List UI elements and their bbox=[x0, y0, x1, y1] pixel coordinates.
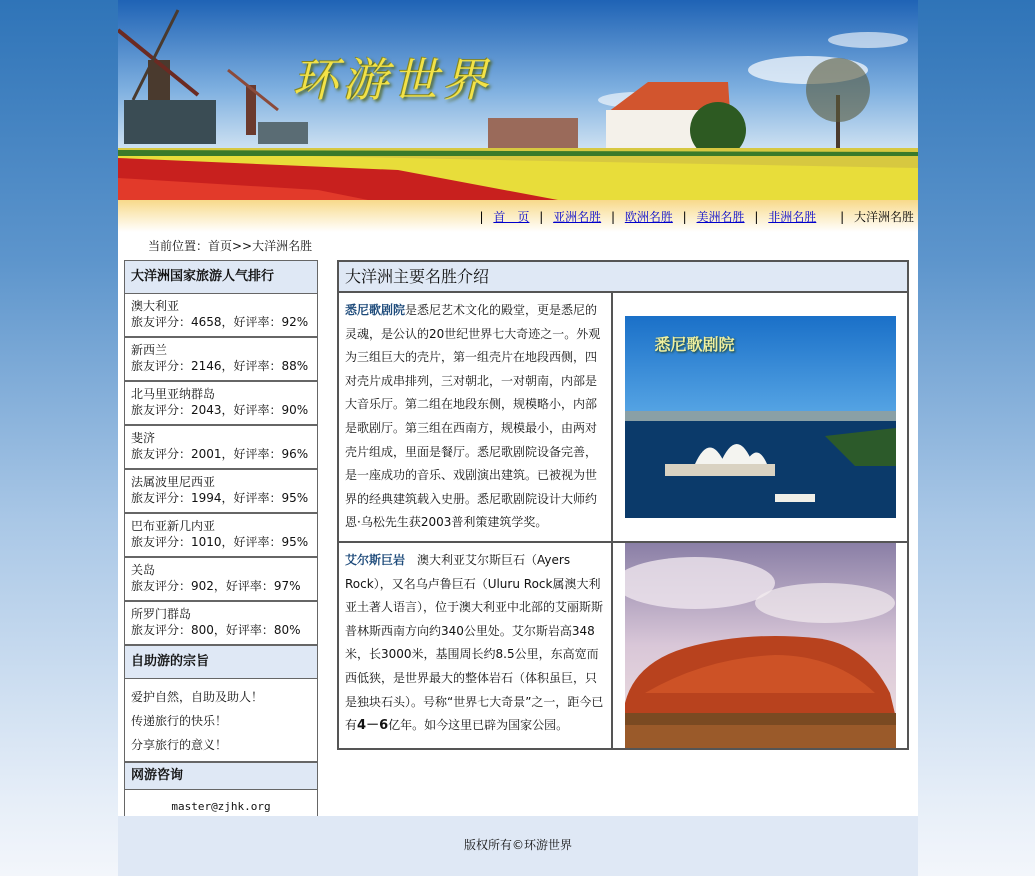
country-name: 澳大利亚 bbox=[131, 299, 180, 313]
country-stats: 旅友评分：800，好评率：80% bbox=[131, 623, 301, 637]
site-text: 澳大利亚艾尔斯巨石（Ayers Rock），又名乌卢鲁巨石（Uluru Rock属澳大利亚土著人语言），位于澳大利亚中北部的艾丽斯斯普林斯西南方向约340公里处。艾尔斯岩高348米，长3000米，基围周长约8.5公里，东高宽而西低狭，是世界最大的整体岩石（体积虽巨，只是独块石头）。号称“世界七大奇景”之一，距今已有 bbox=[345, 552, 604, 733]
sydney-opera-house-image bbox=[625, 316, 896, 518]
country-stats: 旅友评分：1010，好评率：95% bbox=[131, 535, 309, 549]
image-caption: 悉尼歌剧院 bbox=[654, 334, 735, 354]
ranking-item bbox=[125, 426, 317, 470]
main-content bbox=[337, 260, 909, 750]
country-stats: 旅友评分：902，好评率：97% bbox=[131, 579, 301, 593]
country-stats: 旅友评分：2001，好评率：96% bbox=[131, 447, 309, 461]
country-stats: 旅友评分：2146，好评率：88% bbox=[131, 359, 309, 373]
nav-link-europe[interactable]: 欧洲名胜 bbox=[624, 210, 673, 224]
contact-email[interactable]: master@zjhk.org bbox=[171, 800, 271, 813]
site-name: 悉尼歌剧院 bbox=[345, 303, 406, 317]
nav-separator: | bbox=[610, 210, 615, 224]
site-picture-cell bbox=[613, 293, 907, 541]
ranking-item bbox=[125, 602, 317, 646]
nav-separator: | bbox=[539, 210, 544, 224]
motto-list bbox=[125, 679, 317, 763]
ranking-item bbox=[125, 382, 317, 426]
age-number: 4 bbox=[357, 718, 367, 734]
site-description bbox=[339, 293, 613, 541]
age-number: 6 bbox=[379, 718, 389, 734]
site-picture-cell bbox=[613, 543, 907, 748]
motto-heading: 自助游的宗旨 bbox=[125, 646, 317, 679]
nav-link-africa[interactable]: 非洲名胜 bbox=[768, 210, 817, 224]
breadcrumb: 当前位置：首页>>大洋洲名胜 bbox=[148, 239, 313, 253]
country-stats: 旅友评分：1994，好评率：95% bbox=[131, 491, 309, 505]
ranking-item bbox=[125, 338, 317, 382]
motto-line: 爱护自然，自助及助人！ bbox=[131, 690, 264, 704]
nav-links bbox=[474, 208, 914, 225]
nav-link-asia[interactable]: 亚洲名胜 bbox=[553, 210, 602, 224]
site-text: 是悉尼艺术文化的殿堂，更是悉尼的灵魂，是公认的20世纪世界七大奇迹之一。外观为三组巨大的壳片，第一组壳片在地段西侧，四对壳片成串排列，三对朝北，一对朝南，内部是大音乐厅。第二组在地段东侧，规模略小，内部是歌剧厅。第三组在西南方，规模最小，由两对壳片组成，里面是餐厅。悉尼歌剧院设备完善，是一座成功的音乐、戏剧演出建筑。已被视为世界的经典建筑载入史册。悉尼歌剧院设计大师约恩·乌松先生获2003普利策建筑学奖。 bbox=[345, 303, 601, 530]
country-name: 新西兰 bbox=[131, 343, 168, 357]
uluru-rock-image bbox=[625, 543, 896, 748]
banner bbox=[118, 0, 918, 200]
country-name: 北马里亚纳群岛 bbox=[131, 387, 216, 401]
nav-current-oceania: 大洋洲名胜 bbox=[853, 210, 914, 224]
ranking-item bbox=[125, 294, 317, 338]
country-stats: 旅友评分：2043，好评率：90% bbox=[131, 403, 309, 417]
tulip-field-image bbox=[118, 0, 918, 200]
footer-copyright: 版权所有©环游世界 bbox=[118, 816, 918, 876]
ranking-item bbox=[125, 514, 317, 558]
main-heading: 大洋洲主要名胜介绍 bbox=[339, 262, 907, 293]
nav-link-home[interactable]: 首 页 bbox=[493, 210, 530, 224]
country-name: 关岛 bbox=[131, 563, 156, 577]
nav-separator: | bbox=[840, 210, 845, 224]
nav-separator: | bbox=[754, 210, 759, 224]
country-name: 法属波里尼西亚 bbox=[131, 475, 216, 489]
site-text: 亿年。如今这里已辟为国家公园。 bbox=[388, 718, 569, 733]
motto-line: 传递旅行的快乐！ bbox=[131, 714, 228, 728]
nav-separator: | bbox=[479, 210, 484, 224]
top-navigation bbox=[118, 200, 918, 232]
nav-link-america[interactable]: 美洲名胜 bbox=[696, 210, 745, 224]
site-name: 艾尔斯巨岩 bbox=[345, 552, 406, 567]
sidebar bbox=[124, 260, 318, 825]
motto-line: 分享旅行的意义！ bbox=[131, 738, 228, 752]
country-name: 巴布亚新几内亚 bbox=[131, 519, 216, 533]
ranking-heading: 大洋洲国家旅游人气排行 bbox=[125, 261, 317, 294]
ranking-item bbox=[125, 558, 317, 602]
page bbox=[118, 0, 918, 876]
country-name: 所罗门群岛 bbox=[131, 607, 192, 621]
site-description bbox=[339, 543, 613, 748]
site-logo-title: 环游世界 bbox=[292, 53, 492, 107]
country-stats: 旅友评分：4658，好评率：92% bbox=[131, 315, 309, 329]
site-entry bbox=[339, 543, 907, 748]
country-name: 斐济 bbox=[131, 431, 156, 445]
site-entry bbox=[339, 293, 907, 543]
contact-heading: 网游咨询 bbox=[125, 763, 317, 790]
ranking-item bbox=[125, 470, 317, 514]
nav-separator: | bbox=[682, 210, 687, 224]
age-dash: － bbox=[366, 718, 380, 734]
